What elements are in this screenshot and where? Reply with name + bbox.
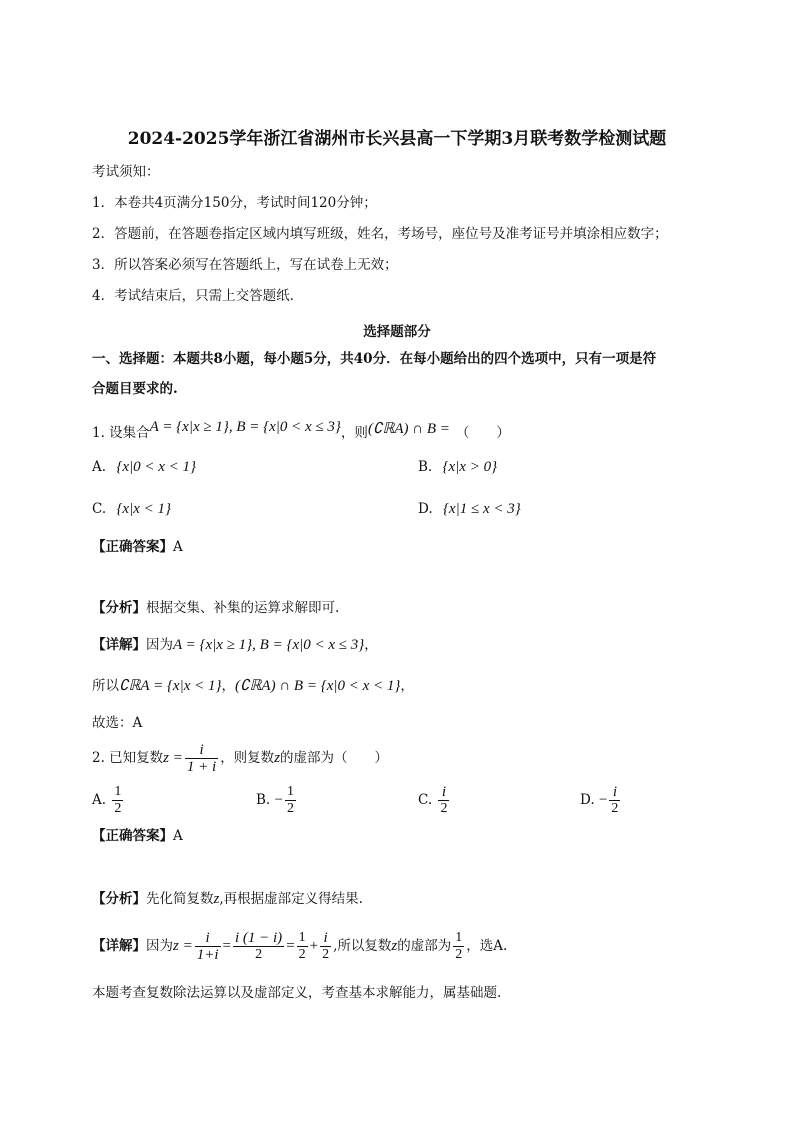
q2-detail-frac1-num: i (195, 930, 221, 947)
q2-stem-prefix: 2. 已知复数 (92, 750, 164, 766)
q1-set-b: , B = {x|0 < x ≤ 3} (228, 419, 341, 435)
q2-answer (92, 827, 183, 845)
q2-detail-frac1 (195, 930, 221, 963)
q1-option-b-label: B. (418, 459, 433, 475)
q2-option-b-num: 1 (286, 784, 294, 799)
q2-answer-label: 【正确答案】 (92, 828, 173, 844)
q2-analysis-label: 【分析】 (92, 891, 146, 907)
q1-detail (92, 636, 378, 654)
q2-detail-frac5-num: 1 (455, 930, 463, 945)
q1-conclusion: 故选：A (92, 715, 143, 731)
q2-option-c-den: 2 (440, 801, 448, 816)
q1-line2-prefix: 所以 (92, 678, 119, 694)
q1-option-c (92, 500, 171, 518)
q1-answer (92, 538, 183, 556)
q1-detail-label: 【详解】 (92, 637, 146, 653)
q2-frac-den: 1 + i (186, 759, 217, 775)
q2-option-c-fraction (438, 784, 449, 817)
q2-summary: 本题考查复数除法运算以及虚部定义，考查基本求解能力，属基础题. (92, 985, 502, 1001)
q1-option-a-text: {x|0 < x < 1} (116, 459, 197, 475)
q2-detail-frac3-den: 2 (298, 947, 306, 962)
q1-option-b-text: {x|x > 0} (442, 459, 498, 475)
q2-option-a-label: A. (92, 792, 107, 808)
q2-detail-end: ，选A. (466, 938, 508, 954)
q2-detail-prefix: 因为 (146, 938, 173, 954)
q2-option-d (580, 782, 622, 818)
notice-item-1: 1．本卷共4页满分150分，考试时间120分钟； (92, 195, 377, 211)
q1-analysis-label: 【分析】 (92, 600, 146, 616)
q2-detail-frac3 (297, 930, 308, 963)
q2-option-b-label: B. (256, 792, 271, 808)
q1-option-d-label: D. (418, 501, 433, 517)
q2-stem-suffix: ，则复数 (220, 750, 275, 766)
q1-set-a: A = {x|x ≥ 1} (149, 419, 229, 435)
q2-option-d-label: D. (580, 792, 595, 808)
notice-item-4: 4．考试结束后，只需上交答题纸. (92, 288, 294, 304)
q2-detail-frac4 (320, 930, 331, 963)
q1-option-c-text: {x|x < 1} (116, 501, 171, 517)
q1-answer-value: A (173, 539, 183, 555)
page-title: 2024-2025学年浙江省湖州市长兴县高一下学期3月联考数学检测试题 (127, 129, 667, 149)
q1-detail-expr: A = {x|x ≥ 1}, B = {x|0 < x ≤ 3} (173, 637, 365, 653)
q2-detail-frac5 (453, 930, 464, 963)
q1-option-a-label: A. (92, 459, 107, 475)
q1-answer-label: 【正确答案】 (92, 539, 173, 555)
q1-analysis-text: 根据交集、补集的运算求解即可. (146, 600, 340, 616)
q1-line2-end: ， (400, 678, 414, 694)
q2-stem-fraction (185, 742, 218, 775)
q1-blank: （ ） (455, 425, 510, 441)
q2-detail-z: z = (173, 938, 193, 954)
q2-option-c-label: C. (418, 792, 433, 808)
q1-line2-expr2: (∁ℝA) ∩ B = {x|0 < x < 1} (235, 678, 401, 694)
q2-analysis (92, 890, 363, 908)
q2-stem-end: 的虚部为（ ） (280, 750, 389, 766)
q1-stem (92, 419, 510, 442)
q2-detail-label: 【详解】 (92, 938, 146, 954)
q2-frac-num: i (185, 742, 218, 759)
q1-stem-mid: ，则 (340, 425, 368, 441)
q2-detail-mid2: 的虚部为 (397, 938, 452, 954)
q1-line2-sep: ， (221, 678, 235, 694)
q1-option-a (92, 458, 196, 476)
q2-option-c-num: i (438, 784, 449, 801)
q2-option-d-sign: − (598, 792, 608, 808)
q1-option-b (418, 458, 497, 476)
q1-option-c-label: C. (92, 501, 107, 517)
q2-option-d-fraction (609, 784, 620, 817)
q1-stem-prefix: 1. 设集合 (92, 425, 150, 441)
q2-detail-frac4-den: 2 (322, 947, 330, 962)
q1-expr: (∁ℝA) ∩ B = (367, 421, 450, 437)
q1-line2-expr1: ∁ℝA = {x|x < 1} (119, 678, 222, 694)
part-intro-line2: 合题目要求的. (92, 381, 178, 397)
q2-option-a-num: 1 (114, 784, 122, 799)
q2-detail-frac1-den: 1+i (196, 947, 219, 963)
q2-detail-eq2: = (286, 938, 295, 954)
q2-analysis-prefix: 先化简复数 (146, 891, 214, 907)
notice-heading: 考试须知： (92, 164, 160, 180)
q2-option-a-den: 2 (114, 801, 122, 816)
q1-detail-end: ， (364, 637, 378, 653)
q2-detail-frac3-num: 1 (298, 930, 306, 945)
q2-option-a-fraction (112, 784, 123, 817)
part-intro-line1: 一、选择题：本题共8小题，每小题5分，共40分．在每小题给出的四个选项中，只有一项是符 (92, 351, 657, 367)
q2-option-b-den: 2 (286, 801, 294, 816)
notice-item-3: 3．所以答案必须写在答题纸上，写在试卷上无效； (92, 257, 398, 273)
q1-analysis (92, 599, 339, 617)
q1-detail-line2 (92, 677, 414, 695)
q2-analysis-z: z (213, 891, 220, 907)
q2-analysis-suffix: ,再根据虚部定义得结果. (219, 891, 363, 907)
q2-stem-z: z (274, 750, 281, 766)
q2-detail-frac2-den: 2 (255, 947, 263, 962)
q2-stem (92, 740, 388, 776)
q2-detail-frac2 (233, 930, 284, 963)
section-title: 选择题部分 (363, 324, 431, 340)
q2-detail-frac4-num: i (320, 930, 331, 947)
q1-option-d-text: {x|1 ≤ x < 3} (442, 501, 521, 517)
q2-detail-frac5-den: 2 (455, 947, 463, 962)
q2-option-d-den: 2 (611, 801, 619, 816)
q2-detail (92, 926, 507, 966)
q2-option-b-sign: − (274, 792, 283, 808)
q1-detail-prefix: 因为 (146, 637, 173, 653)
q2-detail-frac2-num: i (1 − i) (234, 930, 283, 946)
q2-answer-value: A (173, 828, 183, 844)
q2-option-b-fraction (285, 784, 296, 817)
q2-detail-eq1: = (222, 938, 231, 954)
q2-option-a (92, 782, 125, 818)
q2-detail-plus: + (309, 938, 319, 954)
q2-option-d-num: i (609, 784, 620, 801)
q2-detail-mid: ,所以复数 (333, 938, 392, 954)
q2-option-c (418, 782, 451, 818)
q2-option-b (256, 782, 298, 818)
q1-option-d (418, 500, 521, 518)
q2-z-eq: z = (163, 750, 183, 766)
q2-detail-z2: z (391, 938, 398, 954)
notice-item-2: 2．答题前，在答题卷指定区域内填写班级，姓名，考场号，座位号及准考证号并填涂相应数字； (92, 226, 668, 242)
